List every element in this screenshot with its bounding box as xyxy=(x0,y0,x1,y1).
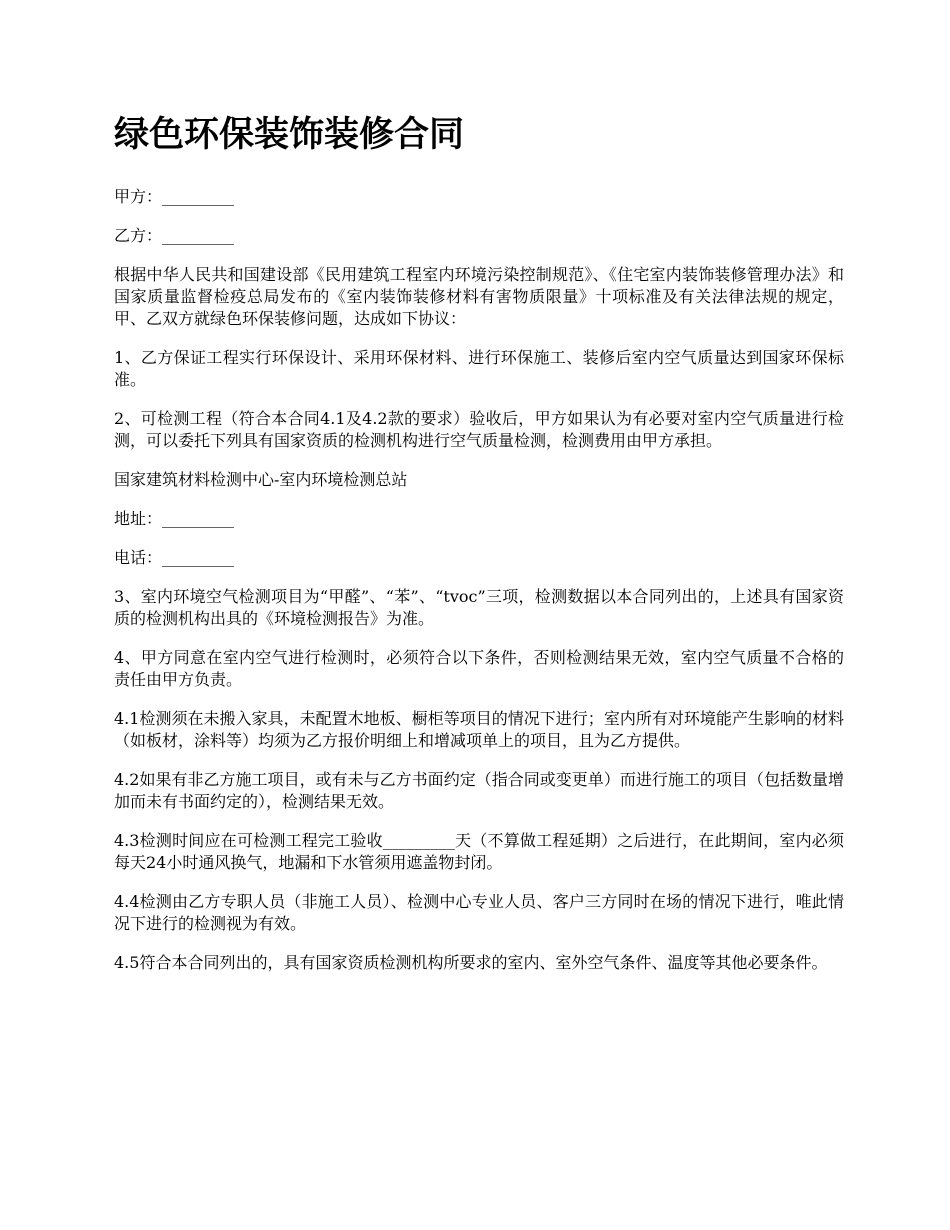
clause-4-1: 4.1检测须在未搬入家具，未配置木地板、橱柜等项目的情况下进行；室内所有对环境能产生影响的材料（如板材，涂料等）均须为乙方报价明细上和增减项单上的项目，且为乙方提供。 xyxy=(114,709,844,750)
phone-line: 电话：_________ xyxy=(114,548,235,567)
clause-4-5: 4.5符合本合同列出的，具有国家资质检测机构所要求的室内、室外空气条件、温度等其他必要条件。 xyxy=(114,953,828,972)
clause-4-2: 4.2如果有非乙方施工项目，或有未与乙方书面约定（指合同或变更单）而进行施工的项目（包括数量增加而未有书面约定的），检测结果无效。 xyxy=(114,770,844,811)
clause-3: 3、室内环境空气检测项目为“甲醛”、“苯”、“tvoc”三项，检测数据以本合同列出的，上述具有国家资质的检测机构出具的《环境检测报告》为准。 xyxy=(114,587,844,628)
party-b-line: 乙方：_________ xyxy=(114,226,235,245)
preamble-paragraph: 根据中华人民共和国建设部《民用建筑工程室内环境污染控制规范》、《住宅室内装饰装修管理办法》和国家质量监督检疫总局发布的《室内装饰装修材料有害物质限量》十项标准及有关法律法规的规定，甲、乙双方就绿色环保装修问题，达成如下协议： xyxy=(114,265,844,328)
clause-4-3: 4.3检测时间应在可检测工程完工验收_________天（不算做工程延期）之后进行，在此期间，室内必须每天24小时通风换气，地漏和下水管须用遮盖物封闭。 xyxy=(114,831,844,872)
clause-4-4: 4.4检测由乙方专职人员（非施工人员）、检测中心专业人员、客户三方同时在场的情况下进行，唯此情况下进行的检测视为有效。 xyxy=(114,892,844,933)
party-a-line: 甲方：_________ xyxy=(114,187,235,206)
clause-1: 1、乙方保证工程实行环保设计、采用环保材料、进行环保施工、装修后室内空气质量达到国家环保标准。 xyxy=(114,348,844,389)
clause-4: 4、甲方同意在室内空气进行检测时，必须符合以下条件，否则检测结果无效，室内空气质量不合格的责任由甲方负责。 xyxy=(114,648,844,689)
document-title: 绿色环保装饰装修合同 xyxy=(114,115,465,155)
address-line: 地址：_________ xyxy=(114,509,235,528)
testing-center-name: 国家建筑材料检测中心-室内环境检测总站 xyxy=(114,470,408,489)
document-page xyxy=(114,110,844,991)
clause-2: 2、可检测工程（符合本合同4.1及4.2款的要求）验收后，甲方如果认为有必要对室内空气质量进行检测，可以委托下列具有国家资质的检测机构进行空气质量检测，检测费用由甲方承担。 xyxy=(114,409,844,450)
